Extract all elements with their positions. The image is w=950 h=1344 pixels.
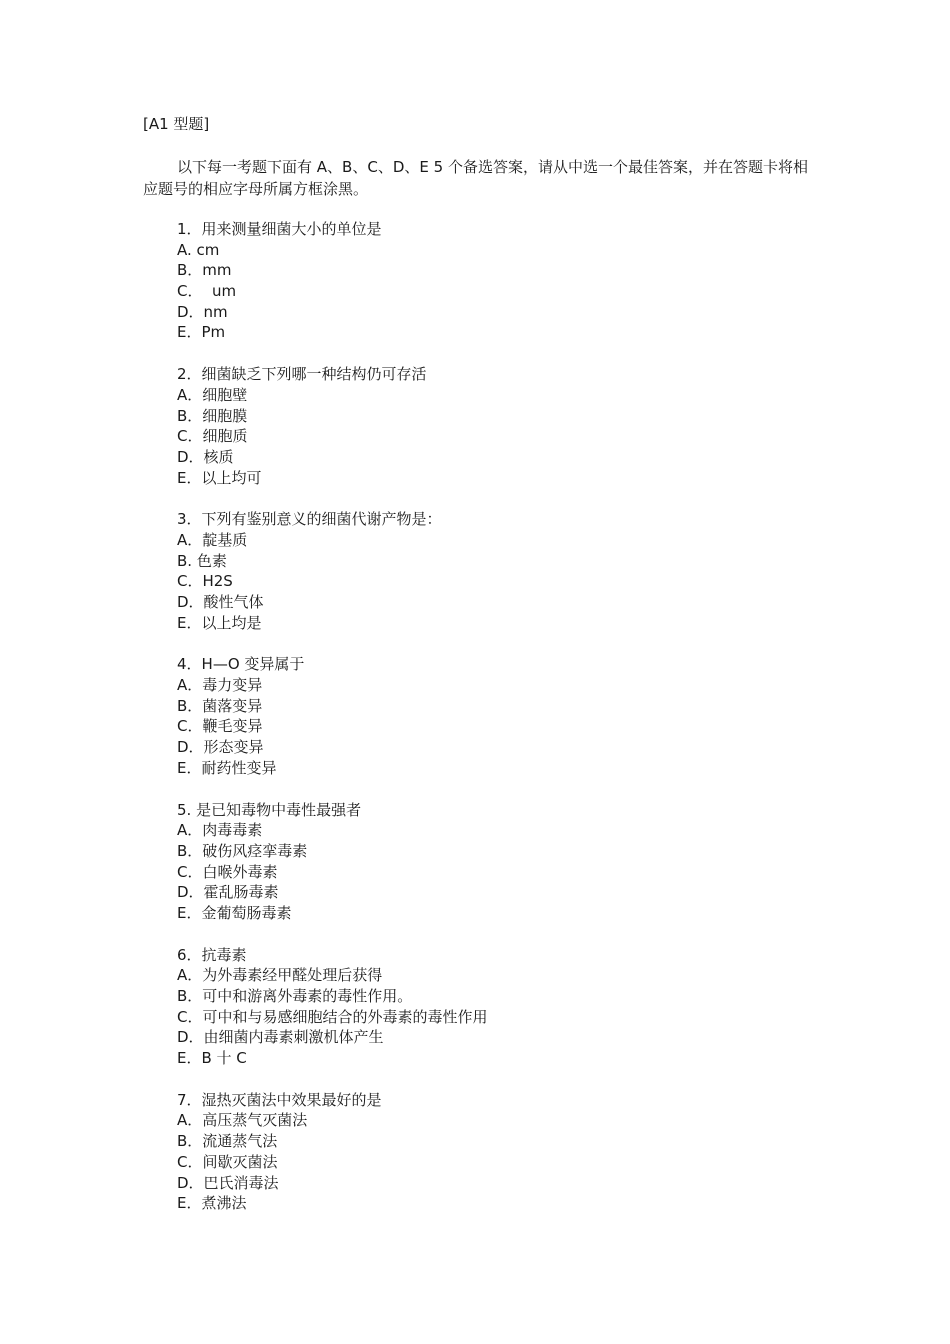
option-b: B．细胞膜 — [177, 406, 248, 425]
option-c: C．H2S — [177, 572, 233, 591]
option-b: B．可中和游离外毒素的毒性作用。 — [177, 987, 413, 1005]
option-e: E．以上均可 — [177, 468, 262, 487]
option-c: C．白喉外毒素 — [177, 862, 278, 881]
question-stem: 5. 是已知毒物中毒性最强者 — [177, 800, 362, 819]
option-d: D．形态变异 — [177, 738, 264, 757]
question-list — [177, 219, 797, 1235]
option-d: D．核质 — [177, 447, 234, 466]
question-stem: 7．湿热灭菌法中效果最好的是 — [177, 1090, 382, 1109]
option-e: E．Pm — [177, 323, 226, 342]
option-e: E．以上均是 — [177, 613, 262, 632]
option-b: B．菌落变异 — [177, 696, 263, 715]
option-a: A. cm — [177, 240, 220, 259]
option-b: B．破伤风痉挛毒素 — [177, 841, 308, 860]
option-b: B．mm — [177, 261, 232, 280]
question-stem: 1．用来测量细菌大小的单位是 — [177, 220, 382, 238]
option-a: A．细胞壁 — [177, 385, 248, 404]
option-a: A．为外毒素经甲醛处理后获得 — [177, 966, 383, 985]
option-c: C． um — [177, 282, 237, 301]
option-a: A．靛基质 — [177, 530, 248, 549]
option-a: A．肉毒毒素 — [177, 821, 263, 840]
question-5 — [177, 800, 797, 924]
option-d: D．nm — [177, 302, 228, 321]
option-d: D．巴氏消毒法 — [177, 1173, 279, 1192]
option-a: A．高压蒸气灭菌法 — [177, 1111, 308, 1130]
option-e: E．耐药性变异 — [177, 758, 277, 777]
option-e: E．煮沸法 — [177, 1194, 247, 1213]
question-stem: 6．抗毒素 — [177, 945, 247, 964]
option-b: B．流通蒸气法 — [177, 1132, 278, 1151]
option-c: C．细胞质 — [177, 427, 248, 446]
option-c: C．鞭毛变异 — [177, 717, 263, 736]
section-title: [A1 型题] — [143, 115, 210, 133]
question-6 — [177, 945, 797, 1069]
option-b: B. 色素 — [177, 551, 227, 570]
option-d: D．由细菌内毒素刺激机体产生 — [177, 1028, 384, 1047]
option-e: E．B 十 C — [177, 1049, 247, 1068]
option-c: C．可中和与易感细胞结合的外毒素的毒性作用 — [177, 1007, 488, 1026]
question-stem: 3．下列有鉴别意义的细菌代谢产物是： — [177, 510, 442, 529]
option-d: D．酸性气体 — [177, 593, 264, 611]
question-stem: 2．细菌缺乏下列哪一种结构仍可存活 — [177, 365, 427, 384]
option-a: A．毒力变异 — [177, 676, 263, 695]
question-2 — [177, 364, 797, 488]
option-e: E．金葡萄肠毒素 — [177, 903, 292, 922]
option-d: D．霍乱肠毒素 — [177, 883, 279, 902]
question-7 — [177, 1090, 797, 1214]
question-3 — [177, 509, 797, 633]
instructions-paragraph: 以下每一考题下面有 A、B、C、D、E 5 个备选答案，请从中选一个最佳答案，并在答题卡将相应题号的相应字母所属方框涂黑。 — [143, 158, 808, 198]
question-4 — [177, 654, 797, 778]
question-1 — [177, 219, 797, 343]
question-stem: 4．H—O 变异属于 — [177, 655, 305, 674]
option-c: C．间歇灭菌法 — [177, 1152, 278, 1171]
